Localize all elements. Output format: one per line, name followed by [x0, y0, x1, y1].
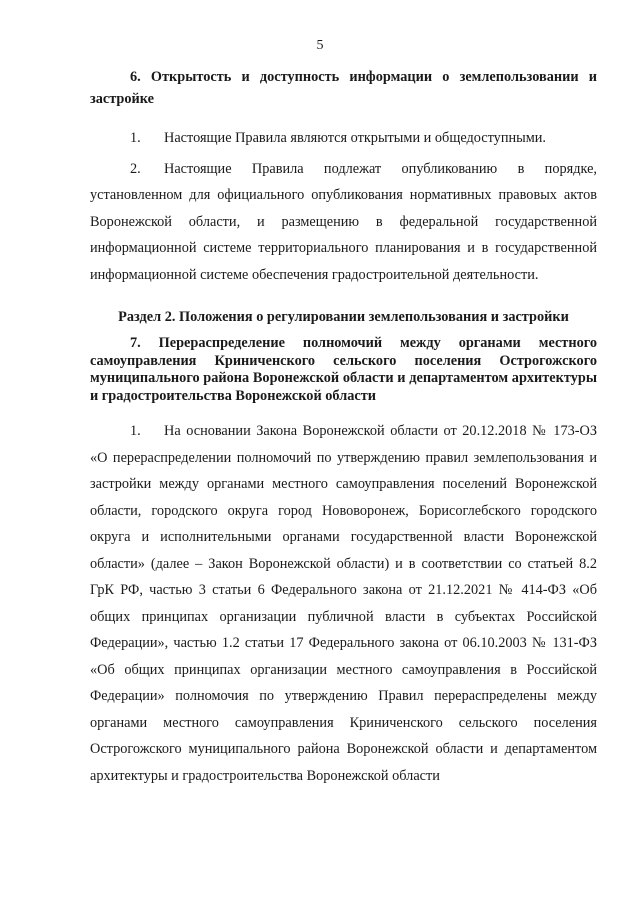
section-6-item-2: [90, 156, 597, 289]
page-content: [90, 66, 597, 789]
item-text: На основании Закона Воронежской области от 20.12.2018 № 173-ОЗ «О перераспределении полномочий по утверждению правил землепользования и застройки между органами местного самоуправления поселений Воронежской области, городского округа город Нововоронеж, Борисоглебского городского округа и исполнительными органами государственной власти Воронежской области» (далее – Закон Воронежской области) и в соответствии со статьей 8.2 ГрК РФ, частью 3 статьи 6 Федерального закона от 21.12.2021 № 414-ФЗ «Об общих принципах организации публичной власти в субъектах Российской Федерации», частью 1.2 статьи 17 Федерального закона от 06.10.2003 № 131-ФЗ «Об общих принципах организации местного самоуправления в Российской Федерации» полномочия по утверждению Правил перераспределены между органами местного самоуправления Криниченского сельского поселения Острогожского муниципального района Воронежской области и департаментом архитектуры и градостроительства Воронежской области: [90, 423, 597, 784]
item-text: Настоящие Правила являются открытыми и общедоступными.: [164, 130, 547, 146]
item-number: 2.: [130, 160, 141, 177]
item-number: 1.: [130, 423, 141, 439]
article-7-heading: 7. Перераспределение полномочий между органами местного самоуправления Криниченского сельского поселения Острогожского муниципального района Воронежской области и департаментом архитектуры и градостроительства Воронежской области: [90, 335, 597, 404]
page-number: 5: [316, 38, 324, 53]
section-6-item-1: [90, 125, 597, 152]
section-6-heading: 6. Открытость и доступность информации о землепользовании и застройке: [90, 69, 597, 107]
section-title: Раздел 2. Положения о регулировании землепользования и застройки: [118, 309, 569, 325]
article-7-item-1: [90, 418, 597, 789]
item-text: Настоящие Правила подлежат опубликованию в порядке, установленном для официального опубликования нормативных правовых актов Воронежской области, и размещению в федеральной государственной информационной системе территориального планирования и в государственной информационной системе обеспечения градостроительной деятельности.: [90, 160, 597, 283]
item-number: 1.: [130, 130, 141, 146]
